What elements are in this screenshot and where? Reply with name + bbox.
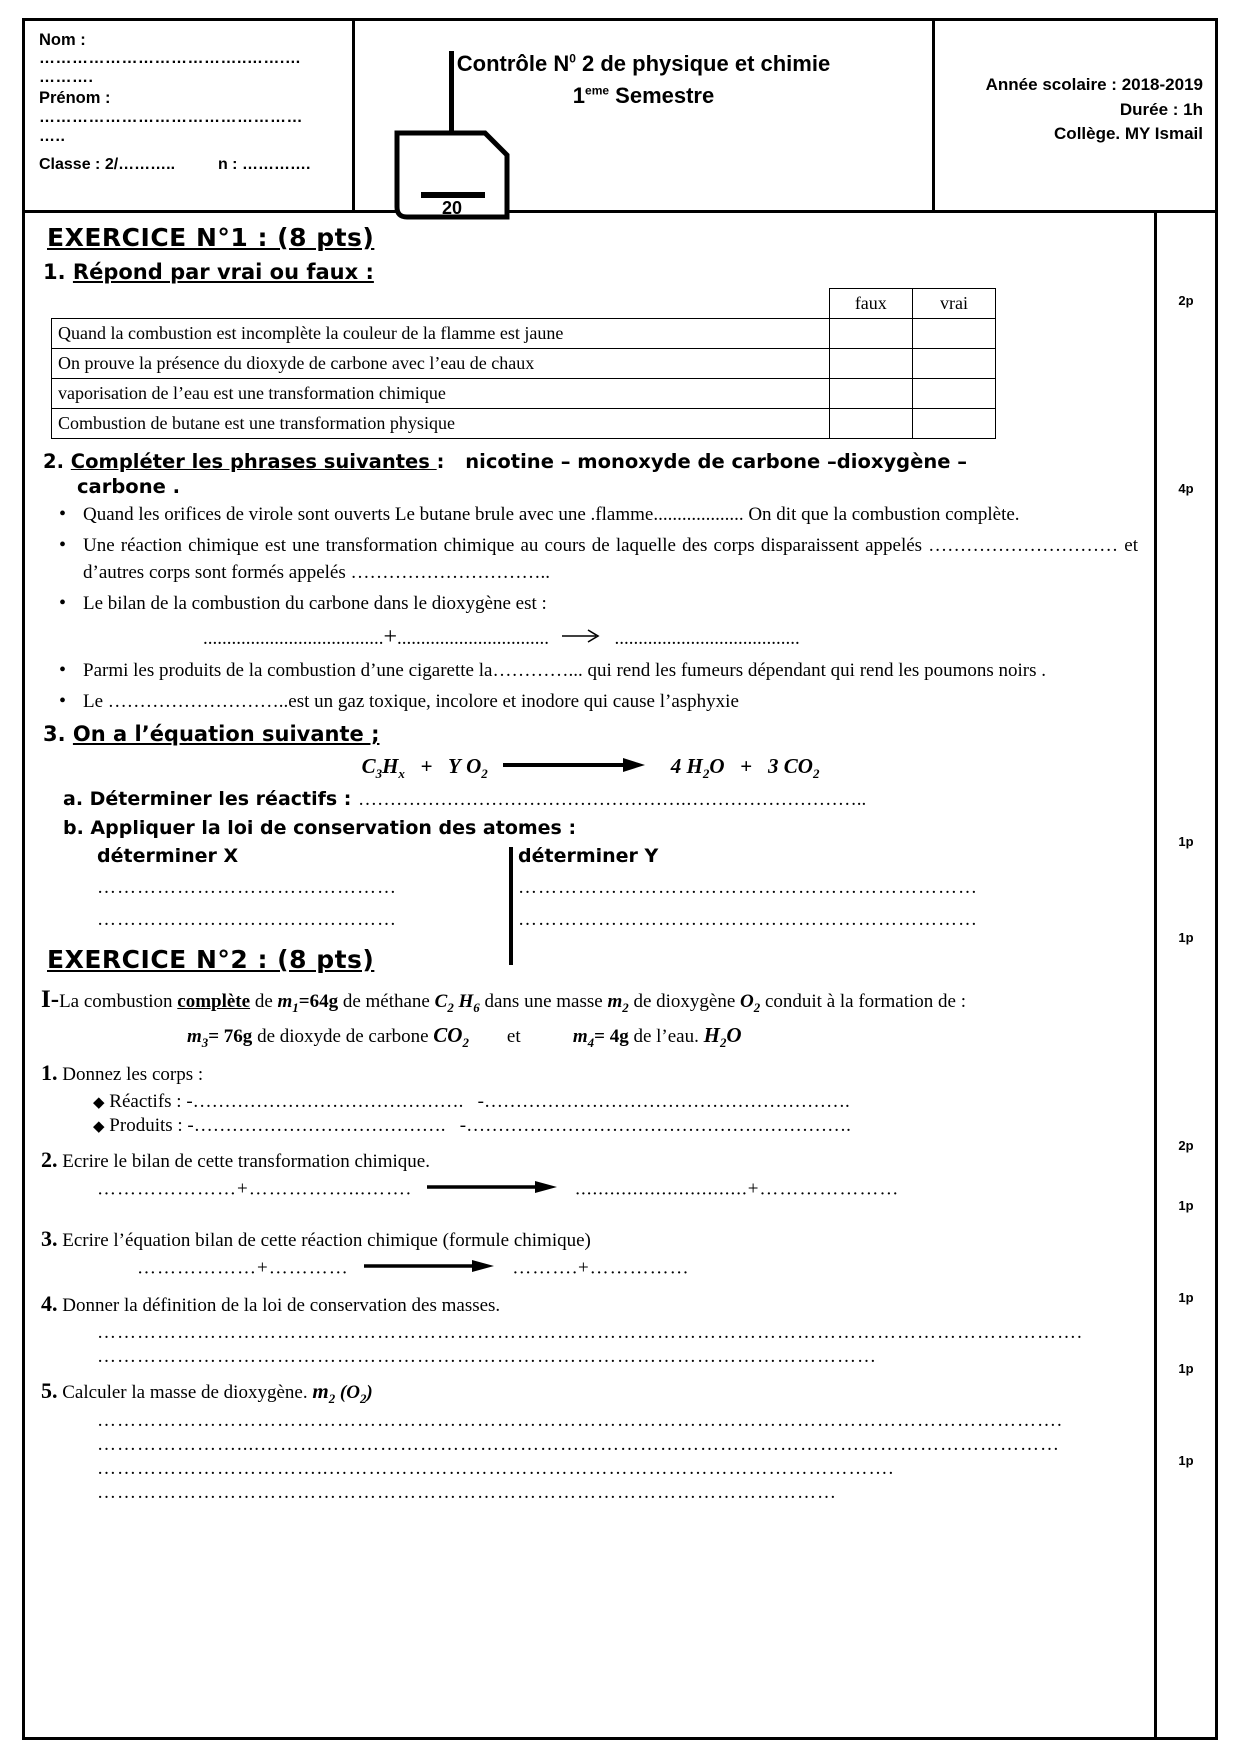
table-row xyxy=(52,379,996,409)
determine-y-column xyxy=(492,845,1144,931)
eq-coef-y: Y xyxy=(448,754,461,779)
bilan-blank-2[interactable]: ................................ xyxy=(397,628,550,650)
ex2-q1-number: 1. xyxy=(41,1060,58,1086)
marks-column xyxy=(1157,213,1215,1737)
ex1-q1-heading xyxy=(43,260,1144,284)
vrai-faux-table-wrap xyxy=(37,288,1144,439)
classe-row xyxy=(39,156,340,174)
h2o-formula: H xyxy=(703,1022,720,1047)
semester-sup: eme xyxy=(585,83,610,98)
mark-1p-ex2q2: 1p xyxy=(1178,1198,1194,1213)
eq-plus-1: + xyxy=(420,754,433,779)
bullet-item-3 xyxy=(37,591,1144,654)
ex2-q5-close: ) xyxy=(366,1381,373,1403)
header-blank-cell xyxy=(52,289,830,319)
bilan-plus: + xyxy=(383,624,398,651)
determine-x-line-2[interactable]: ……………………………………… xyxy=(97,909,397,931)
eq-reactant-c: C xyxy=(361,754,376,779)
mark-1p-ex2q4: 1p xyxy=(1178,1361,1194,1376)
intro-text-c: de méthane xyxy=(338,991,435,1013)
ex1-q2-heading xyxy=(43,449,1144,475)
xy-two-columns xyxy=(97,845,1144,931)
ex2-q2-answer-line[interactable] xyxy=(97,1178,1144,1202)
mark-1p-ex1q3a: 1p xyxy=(1178,834,1194,849)
dioxygene-o: O xyxy=(740,991,754,1013)
equation-arrow-icon xyxy=(499,755,649,781)
ex1-q3-number: 3 xyxy=(43,722,58,747)
col-vrai: vrai xyxy=(912,289,995,319)
ex2-q5-o2-sub: 2 xyxy=(359,1390,367,1406)
eq-plus-2: + xyxy=(740,754,753,779)
answer-faux-3[interactable] xyxy=(829,379,912,409)
answer-faux-2[interactable] xyxy=(829,349,912,379)
ex2-q5-line-4[interactable]: ………………………………………………………………………………………………… xyxy=(97,1481,837,1503)
equation-arrow-icon-2 xyxy=(362,1257,498,1281)
mass-m3: m xyxy=(187,1025,202,1047)
student-info-block xyxy=(25,21,355,210)
exam-semester xyxy=(573,83,714,109)
ex2-q1-reactifs[interactable] xyxy=(93,1091,1144,1113)
ex1-q2-colon: : xyxy=(436,450,445,473)
produits-line-b[interactable]: -……………………………………………………. xyxy=(459,1115,851,1137)
determine-y-label: déterminer Y xyxy=(518,845,659,868)
ex2-q2 xyxy=(41,1145,1144,1176)
page-border xyxy=(22,18,1218,1740)
exercice2-title: EXERCICE N°2 : (8 pts) xyxy=(47,945,375,975)
table-row xyxy=(52,349,996,379)
ex2-q5-line-3[interactable]: ……………………………..…………………………………………………………………………. xyxy=(97,1457,895,1479)
ex2-q5-line-1[interactable]: ………………………………………………………………………………………………………………………………. xyxy=(97,1409,1063,1431)
ex1-q2-label: Compléter les phrases suivantes xyxy=(70,450,437,473)
grade-box xyxy=(393,129,511,221)
determine-y-line-1[interactable]: …………………………………………………………… xyxy=(518,877,978,899)
h2o-formula-sub: 2 xyxy=(719,1034,727,1050)
eq-reactant-h: H xyxy=(382,754,399,779)
mass-m4: m xyxy=(572,1025,588,1047)
intro-text-f: conduit à la formation de : xyxy=(760,991,966,1013)
classe-label[interactable]: Classe : 2/……….. xyxy=(39,155,176,173)
et-conjunction: et xyxy=(506,1025,521,1047)
produits-line-a[interactable]: Produits : -…………………………………. xyxy=(109,1115,446,1137)
bullet-item-5: • Le ………………………..est un gaz toxique, incolore et inodore qui cause l’asphyxie xyxy=(37,689,1144,716)
bullet-item-2: • Une réaction chimique est une transformation chimique au cours de laquelle des corps disparaissent appelés ………………………… et d’autres corps sont formés appelés ………………………….. xyxy=(37,533,1144,587)
exam-title-suffix: 2 de physique et chimie xyxy=(575,51,831,76)
mark-1p-ex2q5: 1p xyxy=(1178,1453,1194,1468)
ex1-q2-dot: . xyxy=(56,450,64,473)
mass-m1-sub: 1 xyxy=(292,1000,299,1016)
intro-text-b: de xyxy=(250,991,278,1013)
prenom-field[interactable]: ………………………………………… xyxy=(39,108,303,126)
statement-2: On prouve la présence du dioxyde de carbone avec l’eau de chaux xyxy=(52,349,830,379)
intro-text-a: La combustion xyxy=(59,991,178,1013)
exercice1-title: EXERCICE N°1 : (8 pts) xyxy=(47,223,375,252)
eq-h2o: H xyxy=(686,754,703,779)
intro-text-d: dans une masse xyxy=(479,991,608,1013)
methane-h-sub: 6 xyxy=(473,1000,480,1016)
exercice2-intro xyxy=(41,982,1144,1018)
exercice2-roman: I- xyxy=(41,986,60,1014)
ex1-q2-bullets xyxy=(37,502,1144,716)
nom-label: Nom : xyxy=(39,31,86,49)
mass-m1: m xyxy=(277,991,293,1013)
mass-m3-sub: 3 xyxy=(201,1034,209,1050)
bilan-blank-1[interactable]: ...................................... xyxy=(203,628,384,650)
exam-title-sup: 0 xyxy=(569,51,576,66)
answer-vrai-1[interactable] xyxy=(912,319,995,349)
intro-text-e: de dioxygène xyxy=(628,991,741,1013)
masses-line xyxy=(187,1023,1144,1051)
school-info-block xyxy=(935,21,1215,210)
eq-co2: CO xyxy=(783,754,813,779)
ex1-q2-wordbank: nicotine – monoxyde de carbone –dioxygène – xyxy=(465,450,967,473)
mass-m2: m xyxy=(607,991,623,1013)
exam-header xyxy=(25,21,1215,218)
eq-coef-3: 3 xyxy=(768,754,779,779)
ex2-q2-blank-a[interactable]: …………………+……………...……. xyxy=(97,1178,412,1200)
mass-m4-value: = 4g xyxy=(594,1025,629,1047)
mass-m3-text: de dioxyde de carbone xyxy=(252,1025,434,1047)
methane-h: H xyxy=(458,991,474,1013)
ex2-q4-text: Donner la définition de la loi de conservation des masses. xyxy=(57,1294,501,1316)
answer-vrai-3[interactable] xyxy=(912,379,995,409)
mass-m4-text: de l’eau. xyxy=(628,1025,704,1047)
numero-label[interactable]: n : …………. xyxy=(217,155,311,173)
ex1-q3-dot: . xyxy=(57,722,66,747)
mark-2p-ex1q1: 2p xyxy=(1178,293,1194,308)
ex2-q2-number: 2. xyxy=(41,1147,58,1173)
ex2-q3-blank-a[interactable]: ………………+………… xyxy=(137,1257,349,1279)
mass-m4-sub: 4 xyxy=(587,1034,595,1050)
nom-field-overflow[interactable]: ………. xyxy=(39,69,94,87)
ex2-q3-number: 3. xyxy=(41,1226,58,1252)
ex2-q5-o2: (O xyxy=(335,1381,360,1403)
ex1-q3-a-label: a. Déterminer les réactifs : xyxy=(63,788,359,811)
ex2-q4 xyxy=(41,1289,1144,1320)
mark-1p-ex2q3: 1p xyxy=(1178,1290,1194,1305)
table-row xyxy=(52,409,996,439)
ex2-q5 xyxy=(41,1376,1144,1408)
statement-3: vaporisation de l’eau est une transformation chimique xyxy=(52,379,830,409)
ex2-q3-text: Ecrire l’équation bilan de cette réaction chimique (formule chimique) xyxy=(57,1230,591,1252)
eq-o2: O xyxy=(466,754,482,779)
ex1-q1-number: 1 xyxy=(43,260,58,284)
methane-c: C xyxy=(434,991,448,1013)
semester-word: Semestre xyxy=(609,83,715,108)
eq-co2-sub: 2 xyxy=(812,766,820,782)
reactifs-line-a[interactable]: Réactifs : -……………………………………. xyxy=(109,1091,464,1113)
duration: Durée : 1h xyxy=(1119,99,1203,119)
mark-1p-ex1q3b: 1p xyxy=(1178,930,1194,945)
ex1-q3-heading xyxy=(43,722,1144,746)
mass-m2-sub: 2 xyxy=(622,1000,629,1016)
co2-formula: CO xyxy=(433,1022,463,1047)
answer-vrai-2[interactable] xyxy=(912,349,995,379)
ex1-q2-number: 2 xyxy=(43,450,57,473)
mark-2p-ex2q1: 2p xyxy=(1178,1138,1194,1153)
mark-4p-ex1q2: 4p xyxy=(1178,481,1194,496)
prenom-label: Prénom : xyxy=(39,89,111,108)
ex2-q3-answer-line[interactable] xyxy=(137,1257,1144,1281)
ex1-q2-wordbank-line2: carbone . xyxy=(77,475,180,499)
bilan-fill-line[interactable] xyxy=(203,620,1138,654)
statement-4: Combustion de butane est une transformation physique xyxy=(52,409,830,439)
bullet-item-4: • Parmi les produits de la combustion d’une cigarette la…………... qui rend les fumeurs dépendant qui rend les poumons noirs . xyxy=(37,658,1144,685)
diamond-bullet-icon: ◆ xyxy=(93,1095,105,1112)
ex2-q3-blank-b[interactable]: ……….+…………… xyxy=(512,1257,690,1279)
ex2-q2-blank-b[interactable]: ..............................+………………… xyxy=(575,1178,900,1200)
diamond-bullet-icon: ◆ xyxy=(93,1119,105,1136)
ex2-q1-produits[interactable] xyxy=(93,1115,1144,1137)
eq-o2-sub: 2 xyxy=(481,766,488,782)
mass-m3-value: = 76g xyxy=(208,1025,253,1047)
exam-title xyxy=(457,51,830,77)
ex2-q2-text: Ecrire le bilan de cette transformation chimique. xyxy=(57,1151,430,1173)
ex2-q4-line-1[interactable]: …………………………………………………………………………………………………………………………………. xyxy=(97,1321,1083,1343)
exam-title-prefix: Contrôle N xyxy=(456,51,570,76)
bullet-item-3-text: Le bilan de la combustion du carbone dans le dioxygène est : xyxy=(83,593,547,615)
vrai-faux-table xyxy=(51,288,996,439)
statement-1: Quand la combustion est incomplète la couleur de la flamme est jaune xyxy=(52,319,830,349)
grade-total: 20 xyxy=(441,198,463,218)
reactifs-line-b[interactable]: -…………………………………………………. xyxy=(477,1091,850,1113)
eq-h2o-o: O xyxy=(709,754,725,779)
ex1-q3-a-answer-line[interactable]: …………………………………………….……………………….. xyxy=(358,789,867,811)
ex2-q1 xyxy=(41,1058,1144,1089)
ex1-q1-label: Répond par vrai ou faux : xyxy=(72,260,374,284)
answer-faux-1[interactable] xyxy=(829,319,912,349)
intro-complete-word: complète xyxy=(177,991,251,1013)
school-year: Année scolaire : 2018-2019 xyxy=(985,75,1203,94)
eq-coef-4: 4 xyxy=(670,754,682,779)
ex1-q3-b: b. Appliquer la loi de conservation des atomes : xyxy=(63,817,577,840)
table-header-row xyxy=(52,289,996,319)
prenom-field-overflow[interactable]: ….. xyxy=(39,127,66,145)
ex2-q5-number: 5. xyxy=(41,1377,58,1403)
eq-reactant-c-sub: 3 xyxy=(375,766,383,782)
exam-body xyxy=(25,213,1215,1737)
col-faux: faux xyxy=(829,289,912,319)
ex2-q4-line-2[interactable]: ……………………………………………………………………………………………………… xyxy=(97,1345,877,1367)
dioxygene-o-sub: 2 xyxy=(753,1000,761,1016)
determine-x-line-1[interactable]: ……………………………………… xyxy=(97,877,397,899)
ex2-q5-m2: m xyxy=(312,1378,329,1403)
ex2-q5-line-2[interactable]: …………………....………………………………………………………………………………………………………… xyxy=(97,1433,1060,1455)
bullet-item-1: • Quand les orifices de virole sont ouverts Le butane brule avec une .flamme................... On dit que la combustion complète. xyxy=(37,502,1144,529)
methane-c-sub: 2 xyxy=(447,1000,454,1016)
chemical-equation xyxy=(37,754,1144,782)
semester-number: 1 xyxy=(572,83,586,108)
co2-formula-sub: 2 xyxy=(462,1034,469,1050)
column-divider xyxy=(509,847,513,965)
ex2-q4-number: 4. xyxy=(41,1290,58,1316)
answer-vrai-4[interactable] xyxy=(912,409,995,439)
bilan-arrow-icon xyxy=(425,1178,561,1202)
answer-faux-4[interactable] xyxy=(829,409,912,439)
nom-field[interactable]: ………………………………..…….… xyxy=(39,50,302,68)
school-name: Collège. MY Ismail xyxy=(1054,124,1203,144)
determine-x-column xyxy=(97,845,492,931)
grade-box-stem xyxy=(449,51,454,133)
ex2-q3 xyxy=(41,1224,1144,1255)
ex1-q3-a xyxy=(63,788,1144,811)
ex2-q5-text: Calculer la masse de dioxygène. xyxy=(57,1381,313,1403)
mass-m1-value: =64g xyxy=(298,991,339,1013)
ex2-q1-text: Donnez les corps : xyxy=(57,1064,204,1086)
table-row xyxy=(52,319,996,349)
eq-reactant-h-sub: x xyxy=(398,766,405,782)
ex1-q3-label: On a l’équation suivante ; xyxy=(72,722,380,747)
bilan-blank-3[interactable]: ....................................... xyxy=(614,628,800,650)
reaction-arrow-icon xyxy=(560,626,604,653)
eq-h2o-sub: 2 xyxy=(702,766,710,782)
ex2-q5-m2-sub: 2 xyxy=(328,1390,336,1406)
determine-x-label: déterminer X xyxy=(97,845,239,868)
exam-content xyxy=(25,213,1157,1737)
determine-y-line-2[interactable]: …………………………………………………………… xyxy=(518,909,978,931)
ex1-q1-dot: . xyxy=(57,260,66,284)
h2o-formula-o: O xyxy=(726,1022,742,1047)
